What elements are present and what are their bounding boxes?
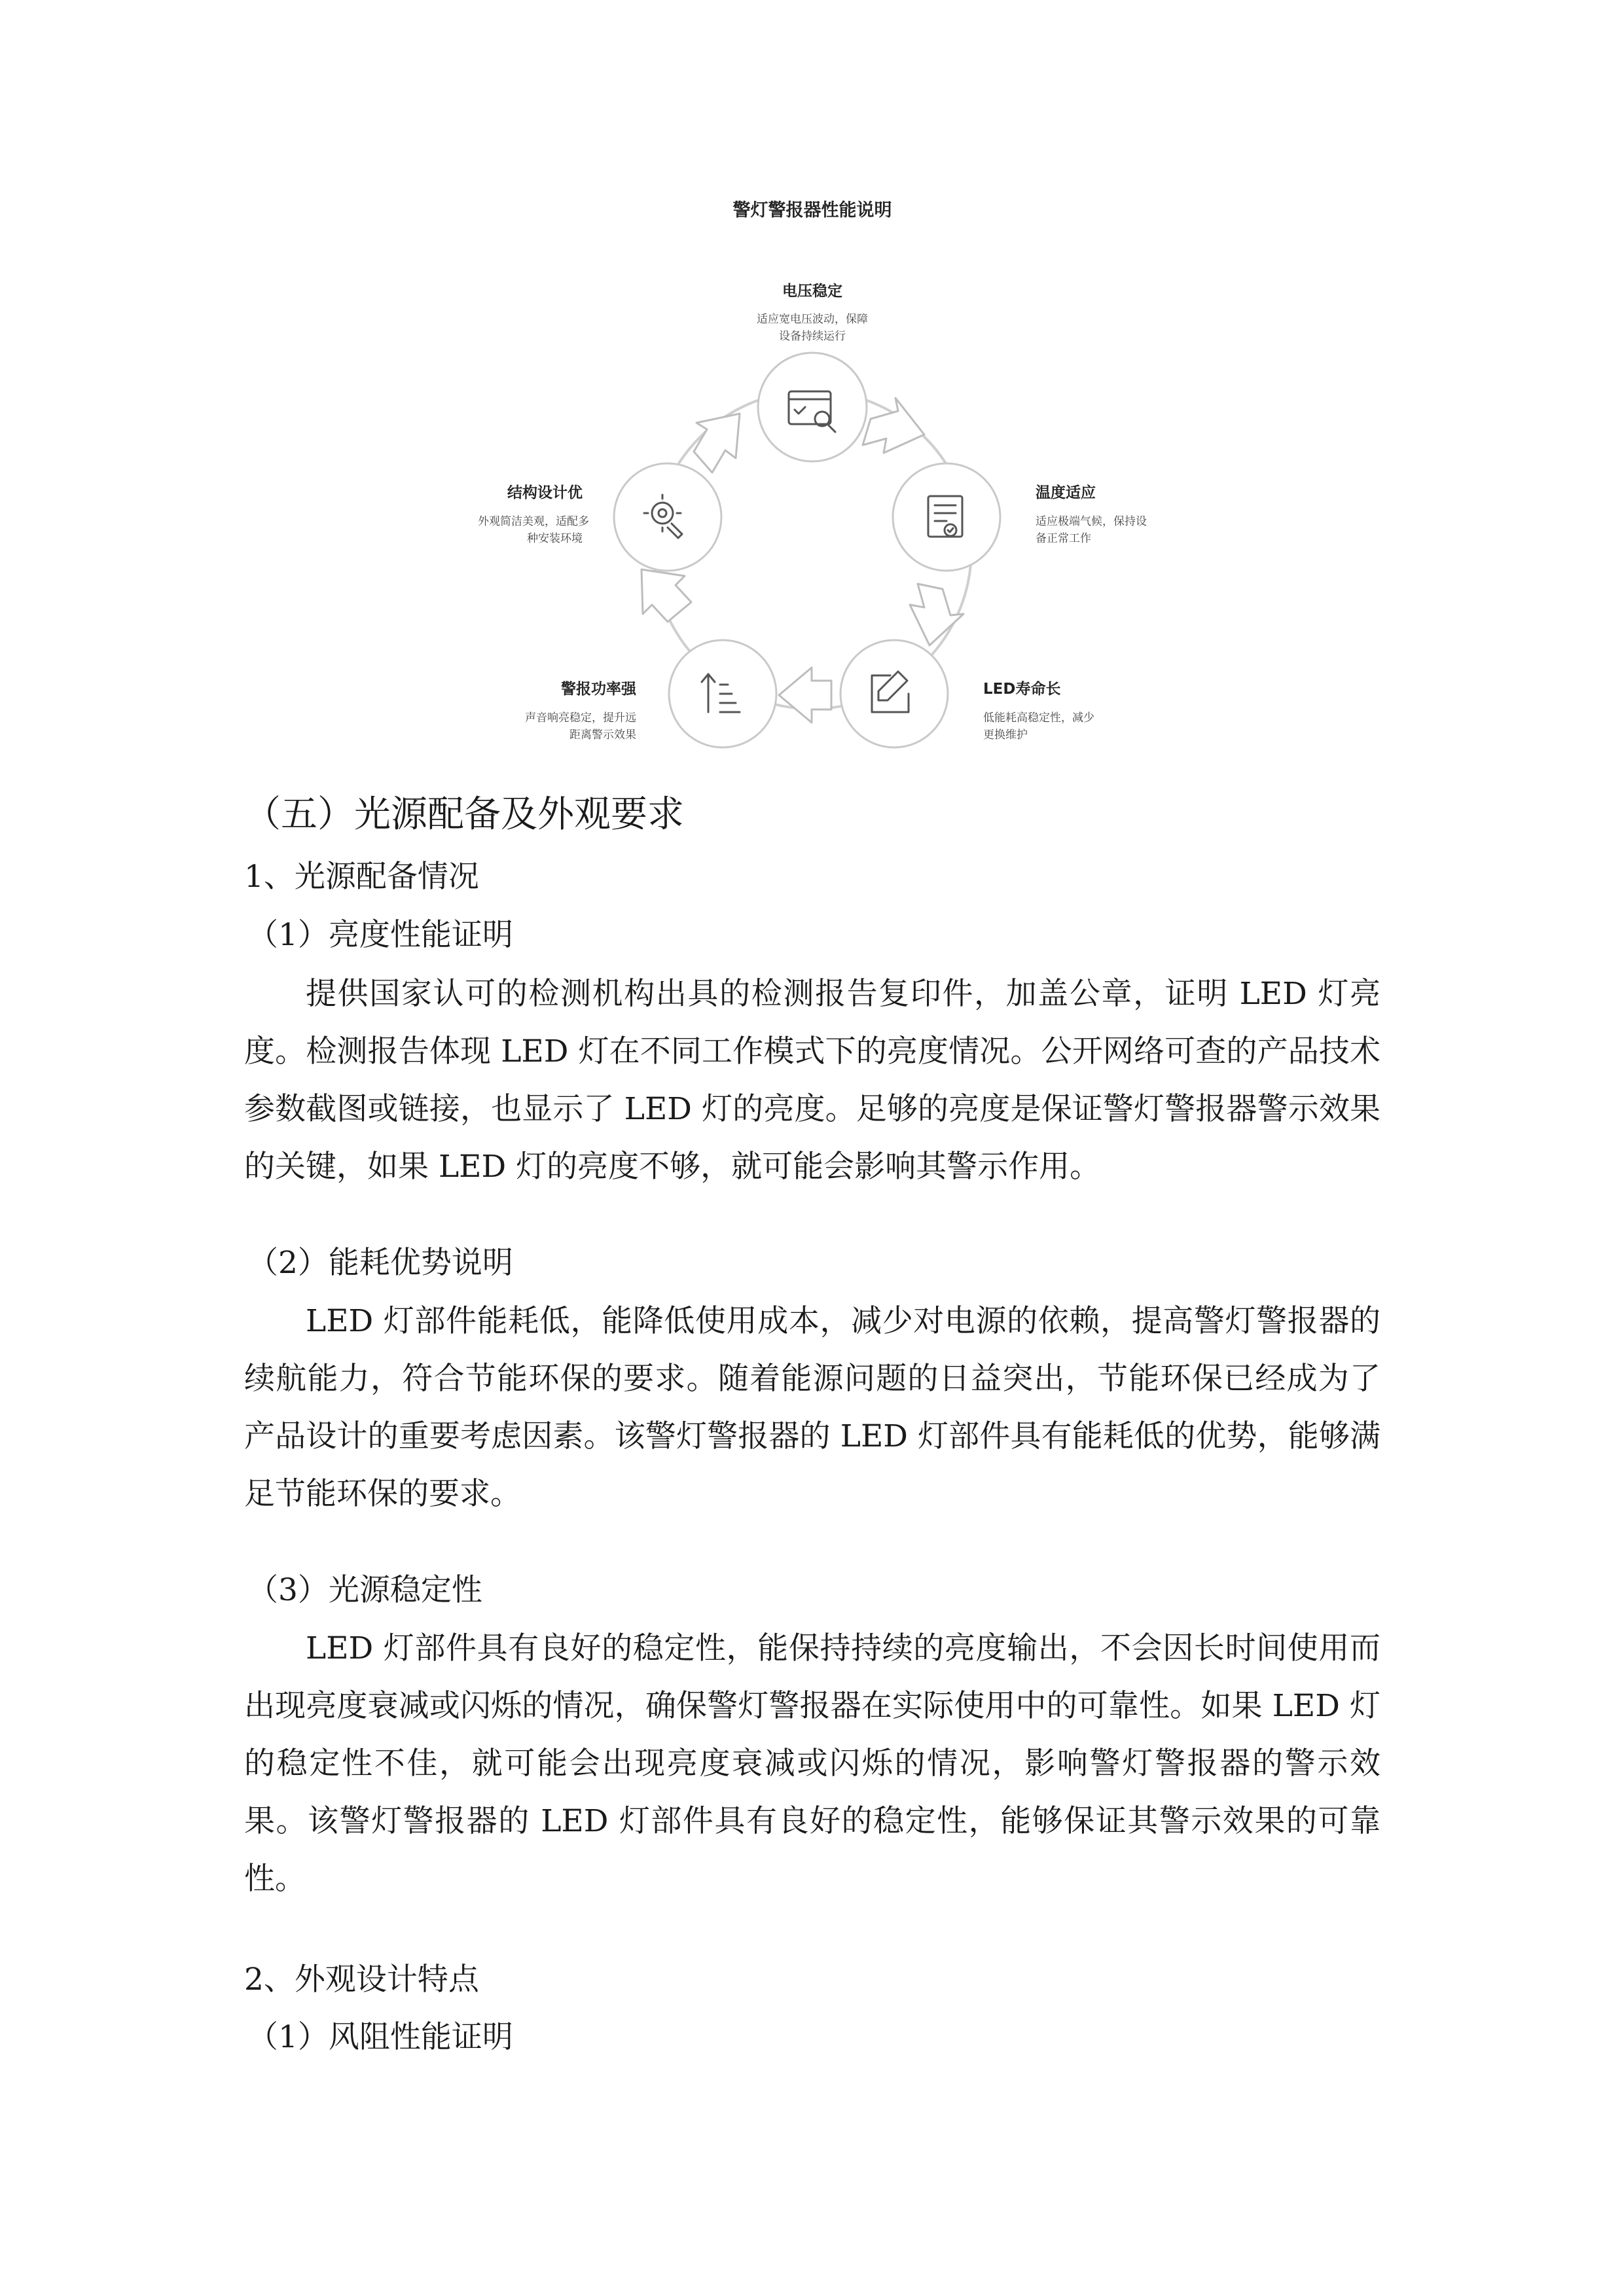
section-heading: （五）光源配备及外观要求 (244, 793, 684, 836)
item-wind-resistance-title: （1）风阻性能证明 (247, 2019, 513, 2055)
node-label: 电压稳定 (782, 283, 842, 300)
item-energy-title: （2）能耗优势说明 (247, 1245, 513, 1281)
node-alarm-power (525, 640, 776, 747)
node-desc-line1: 适应宽电压波动，保障 (757, 313, 868, 326)
item-brightness-title: （1）亮度性能证明 (247, 917, 513, 953)
subheading-appearance: 2、外观设计特点 (244, 1962, 479, 1998)
paragraph-energy: LED 灯部件能耗低，能降低使用成本，减少对电源的依赖，提高警灯警报器的续航能力，符合节能环保的要求。随着能源问题的日益突出，节能环保已经成为了产品设计的重要考虑因素。该警灯警报器的 LED 灯部件具有能耗低的优势，能够满足节能环保的要求。 (244, 1303, 1380, 1512)
node-desc-line2: 备正常工作 (1036, 532, 1091, 545)
arrow-5-icon (694, 414, 740, 473)
node-desc-line1: 低能耗高稳定性，减少 (983, 711, 1094, 725)
node-desc-line2: 距离警示效果 (569, 728, 636, 742)
node-desc-line2: 更换维护 (983, 728, 1028, 742)
node-voltage-stable (757, 282, 868, 461)
arrow-2-icon (910, 584, 964, 645)
node-label: LED寿命长 (983, 681, 1061, 698)
node-desc-line2: 种安装环境 (527, 532, 583, 545)
arrow-1-icon (863, 398, 924, 453)
paragraph-stability: LED 灯部件具有良好的稳定性，能保持持续的亮度输出，不会因长时间使用而出现亮度衰减或闪烁的情况，确保警灯警报器在实际使用中的可靠性。如果 LED 灯的稳定性不佳，就可能会出现亮度衰减或闪烁的情况，影响警灯警报器的警示效果。该警灯警报器的 LED 灯部件具有良好的稳定性，能够保证其警示效果的可靠性。 (244, 1630, 1380, 1897)
node-label: 结构设计优 (507, 484, 583, 501)
arrow-4-icon (641, 569, 691, 622)
item-stability-title: （3）光源稳定性 (247, 1572, 482, 1608)
node-temperature-adapt (893, 463, 1147, 571)
node-structure-design (478, 463, 721, 571)
node-label: 警报功率强 (561, 681, 636, 698)
node-desc-line2: 设备持续运行 (779, 330, 846, 343)
paragraph-brightness: 提供国家认可的检测机构出具的检测报告复印件，加盖公章，证明 LED 灯亮度。检测报告体现 LED 灯在不同工作模式下的亮度情况。公开网络可查的产品技术参数截图或链接，也显示了 LED 灯的亮度。足够的亮度是保证警灯警报器警示效果的关键，如果 LED 灯的亮度不够，就可能会影响其警示作用。 (244, 976, 1380, 1185)
node-desc-line1: 适应极端气候，保持设 (1036, 515, 1147, 528)
arrow-3-icon (779, 668, 831, 723)
node-led-long-life (840, 640, 1094, 747)
performance-cycle-diagram (0, 0, 1624, 766)
node-desc-line1: 声音响亮稳定，提升远 (525, 711, 636, 725)
node-label: 温度适应 (1036, 484, 1096, 501)
diagram-title: 警灯警报器性能说明 (732, 200, 892, 221)
subheading-light-source: 1、光源配备情况 (244, 859, 479, 895)
node-desc-line1: 外观简洁美观，适配多 (478, 515, 589, 528)
